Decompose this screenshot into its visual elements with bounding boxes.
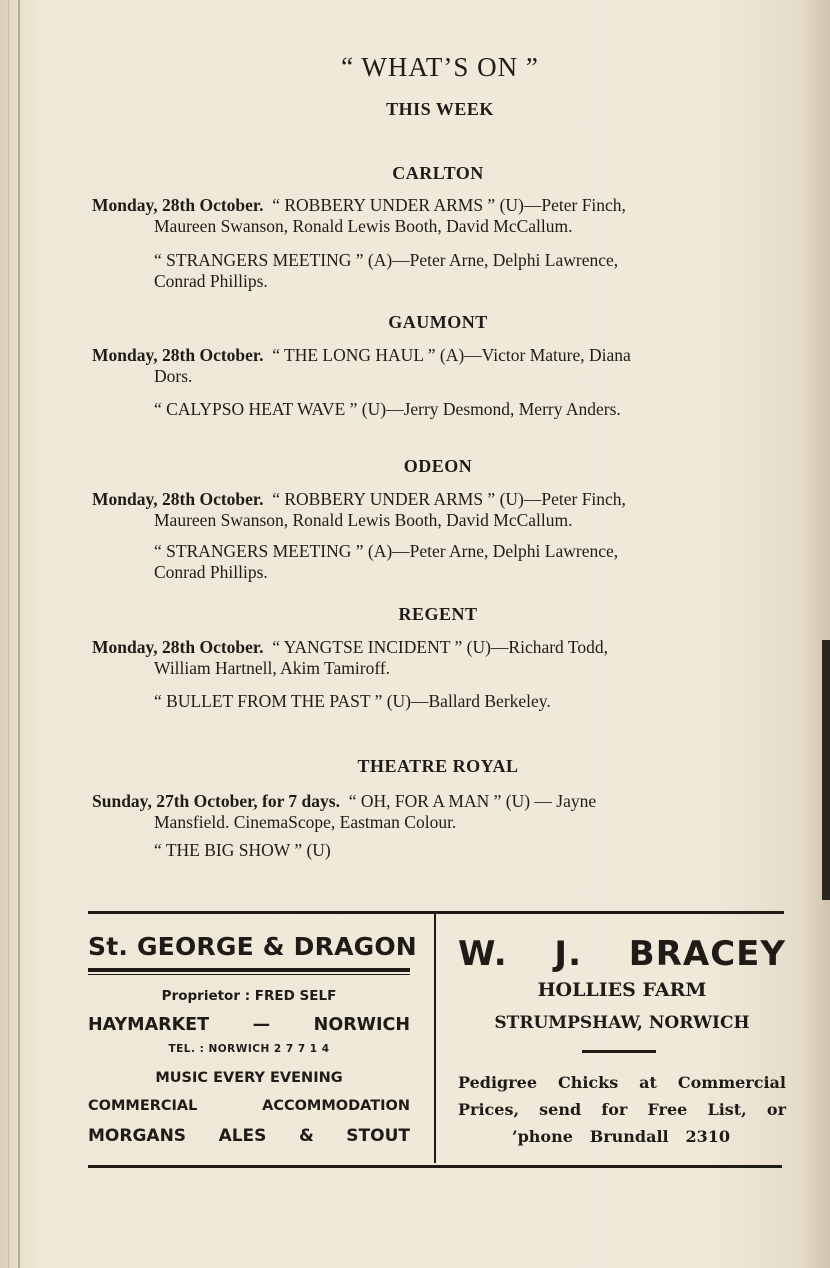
- ad-line: ’phone Brundall 2310: [512, 1127, 730, 1146]
- listing-date: Monday, 28th October.: [92, 195, 264, 215]
- ad-location: [88, 1015, 410, 1035]
- listing-entry: [92, 195, 786, 237]
- ad-location-right: NORWICH: [313, 1015, 410, 1035]
- venue-name: REGENT: [398, 604, 478, 624]
- ad-line: Prices, send for Free List, or: [458, 1100, 786, 1119]
- ad-farm-name: HOLLIES FARM: [537, 979, 707, 1001]
- second-film: [154, 691, 786, 712]
- ad-company-name: W. J. BRACEY: [458, 934, 786, 974]
- second-film: [154, 541, 786, 583]
- venue-name: ODEON: [403, 456, 473, 476]
- venue-name: THEATRE ROYAL: [357, 756, 519, 776]
- listing-date: Monday, 28th October.: [92, 637, 264, 657]
- ad-location-left: HAYMARKET: [88, 1015, 210, 1035]
- venue-name: GAUMONT: [388, 312, 488, 332]
- film-line-continued: Dors.: [154, 366, 193, 386]
- film-line: “ THE LONG HAUL ” (A)—Victor Mature, Diana: [272, 345, 631, 365]
- second-film: [154, 250, 786, 292]
- ad-proprietor: Proprietor : FRED SELF: [161, 988, 337, 1004]
- ad-divider: [434, 913, 436, 1163]
- listing-entry: [92, 637, 786, 679]
- listing-entry: [92, 345, 786, 387]
- ad-pub-rule: [88, 968, 410, 972]
- ad-pub-name: St. GEORGE & DRAGON: [88, 932, 417, 961]
- ad-telephone: TEL. : NORWICH 2 7 7 1 4: [168, 1043, 330, 1055]
- film-line: “ BULLET FROM THE PAST ” (U)—Ballard Berkeley.: [154, 691, 551, 711]
- ad-bottom-rule: [88, 1165, 782, 1168]
- ad-top-rule: [88, 911, 784, 914]
- film-line: “ STRANGERS MEETING ” (A)—Peter Arne, Delphi Lawrence,: [154, 250, 619, 270]
- second-film: [154, 840, 786, 861]
- film-line: “ CALYPSO HEAT WAVE ” (U)—Jerry Desmond, Merry Anders.: [154, 399, 621, 419]
- film-line-continued: Mansfield. CinemaScope, Eastman Colour.: [154, 812, 457, 832]
- venue-name: CARLTON: [392, 163, 484, 183]
- film-line: “ THE BIG SHOW ” (U): [154, 840, 331, 860]
- page-title: “ WHAT’S ON ”: [341, 52, 539, 82]
- ad-location: STRUMPSHAW, NORWICH: [494, 1013, 750, 1033]
- film-line: “ ROBBERY UNDER ARMS ” (U)—Peter Finch,: [272, 195, 626, 215]
- listing-entry: [92, 791, 786, 833]
- ad-line: MORGANS ALES & STOUT: [88, 1126, 410, 1146]
- ad-location-dash: —: [252, 1015, 271, 1035]
- ad-line: MUSIC EVERY EVENING: [155, 1070, 343, 1086]
- film-line: “ ROBBERY UNDER ARMS ” (U)—Peter Finch,: [272, 489, 626, 509]
- listing-date: Monday, 28th October.: [92, 489, 264, 509]
- listing-entry: [92, 489, 786, 531]
- film-line-continued: Conrad Phillips.: [154, 562, 268, 582]
- ad-short-rule: [582, 1050, 656, 1053]
- page-fold-line: [8, 0, 9, 1268]
- page-fold-line: [18, 0, 20, 1268]
- film-line: “ YANGTSE INCIDENT ” (U)—Richard Todd,: [272, 637, 608, 657]
- ad-pub-rule-thin: [88, 974, 410, 975]
- film-line-continued: Conrad Phillips.: [154, 271, 268, 291]
- film-line: “ OH, FOR A MAN ” (U) — Jayne: [348, 791, 597, 811]
- second-film: [154, 399, 786, 420]
- listing-date: Monday, 28th October.: [92, 345, 264, 365]
- film-line-continued: William Hartnell, Akim Tamiroff.: [154, 658, 391, 678]
- film-line: “ STRANGERS MEETING ” (A)—Peter Arne, Delphi Lawrence,: [154, 541, 619, 561]
- ad-line: Pedigree Chicks at Commercial: [458, 1073, 786, 1092]
- film-line-continued: Maureen Swanson, Ronald Lewis Booth, David McCallum.: [154, 510, 573, 530]
- listing-date: Sunday, 27th October, for 7 days.: [92, 791, 340, 811]
- page-subtitle: THIS WEEK: [386, 99, 494, 119]
- ad-line: COMMERCIAL ACCOMMODATION: [88, 1098, 410, 1114]
- film-line-continued: Maureen Swanson, Ronald Lewis Booth, David McCallum.: [154, 216, 573, 236]
